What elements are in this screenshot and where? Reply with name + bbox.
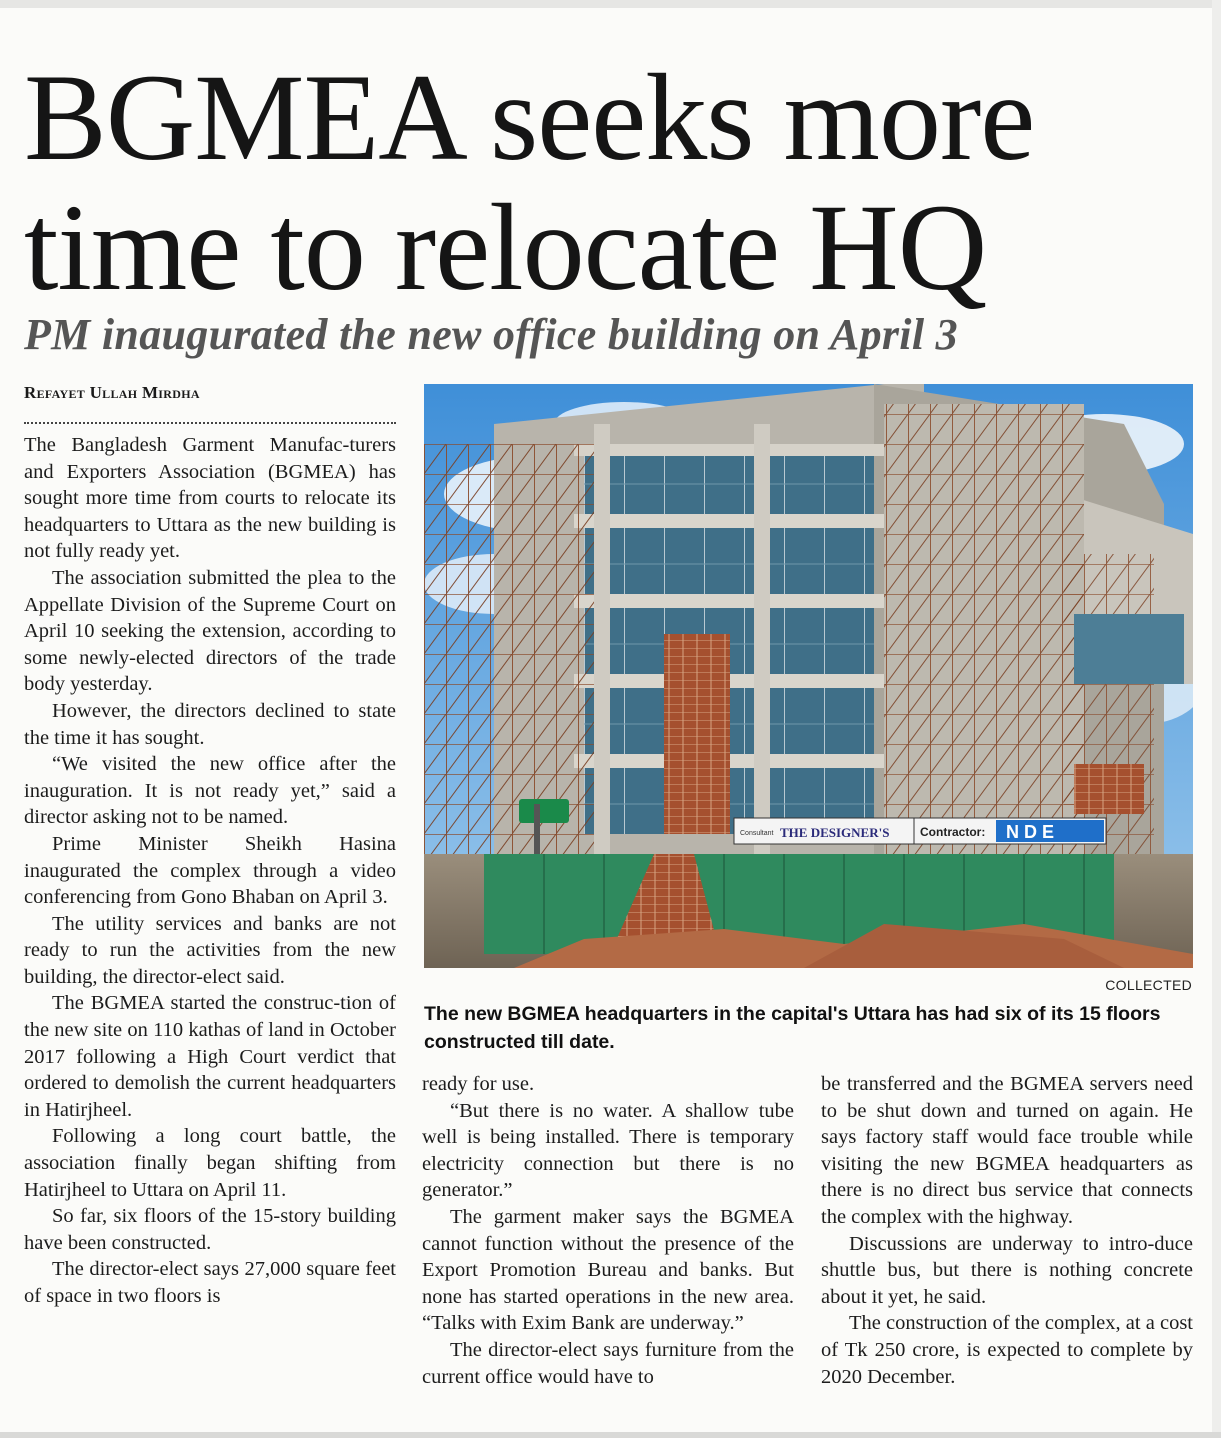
construction-site-illustration xyxy=(424,384,1193,968)
paragraph: Discussions are underway to intro-duce shuttle bus, but there is nothing concrete about it yet, he said. xyxy=(821,1232,1193,1308)
paragraph: be transferred and the BGMEA servers need to be shut down and turned on again. He says factory staff would face trouble while visiting the new BGMEA headquarters as there is no direct bus service that connects the complex with the highway. xyxy=(821,1073,1193,1228)
photo-credit: COLLECTED xyxy=(1105,977,1192,993)
byline-divider xyxy=(24,422,396,424)
paragraph: The utility services and banks are not ready to run the activities from the new building, the director-elect said. xyxy=(24,912,396,988)
paragraph: The construction of the complex, at a cost of Tk 250 crore, is expected to complete by 2020 December. xyxy=(821,1312,1193,1388)
page-right-edge xyxy=(1212,0,1221,1438)
paragraph: The BGMEA started the construc-tion of the new site on 110 kathas of land in October 2017 following a High Court verdict that ordered to demolish the current headquarters in Hatirjheel. xyxy=(24,992,396,1121)
paragraph: The garment maker says the BGMEA cannot function without the presence of the Export Promotion Bureau and banks. But none has started operations in the new area. “Talks with Exim Bank are underway.” xyxy=(422,1205,794,1335)
paragraph: Prime Minister Sheikh Hasina inaugurated the complex through a video conferencing from Gono Bhaban on April 3. xyxy=(24,832,396,909)
page-bottom-edge xyxy=(0,1432,1221,1438)
subheadline: PM inaugurated the new office building on April 3 xyxy=(24,310,958,359)
paragraph: The director-elect says 27,000 square feet of space in two floors is xyxy=(24,1258,396,1307)
byline: Refayet Ullah Mirdha xyxy=(24,383,200,402)
sign-consultant-label: Consultant xyxy=(740,830,774,837)
headline-line-1: BGMEA seeks more xyxy=(24,49,1035,186)
paragraph: The association submitted the plea to the Appellate Division of the Supreme Court on April 10 seeking the extension, according to some newly-elected directors of the trade body yesterday. xyxy=(24,566,396,696)
headline-line-2: time to relocate HQ xyxy=(24,179,987,316)
paragraph: ready for use. xyxy=(422,1073,535,1095)
photo-caption: The new BGMEA headquarters in the capital's Uttara has had six of its 15 floors constructed till date. xyxy=(424,1003,1161,1053)
article-column-3 xyxy=(821,1071,1193,1390)
paragraph: So far, six floors of the 15-story building have been constructed. xyxy=(24,1205,396,1254)
page-top-edge xyxy=(0,0,1221,8)
paragraph: “We visited the new office after the inauguration. It is not ready yet,” said a director asking not to be named. xyxy=(24,753,396,829)
paragraph: However, the directors declined to state the time it has sought. xyxy=(24,699,396,749)
article-column-1 xyxy=(24,432,396,1310)
paragraph: The Bangladesh Garment Manufac-turers and Exporters Association (BGMEA) has sought more time from courts to relocate its headquarters to Uttara as the new building is not fully ready yet. xyxy=(24,434,396,563)
sign-contractor-label: Contractor: xyxy=(920,825,986,839)
paragraph: Following a long court battle, the association finally began shifting from Hatirjheel to Uttara on April 11. xyxy=(24,1125,396,1201)
building-photo xyxy=(424,384,1193,968)
sign-consultant-name: THE DESIGNER'S xyxy=(780,825,890,840)
article-column-2 xyxy=(422,1071,794,1390)
sign-contractor-name: N D E xyxy=(1006,822,1055,842)
paragraph: “But there is no water. A shallow tube well is being installed. There is temporary electricity connection but there is no generator.” xyxy=(422,1099,794,1202)
paragraph: The director-elect says furniture from the current office would have to xyxy=(422,1338,794,1388)
